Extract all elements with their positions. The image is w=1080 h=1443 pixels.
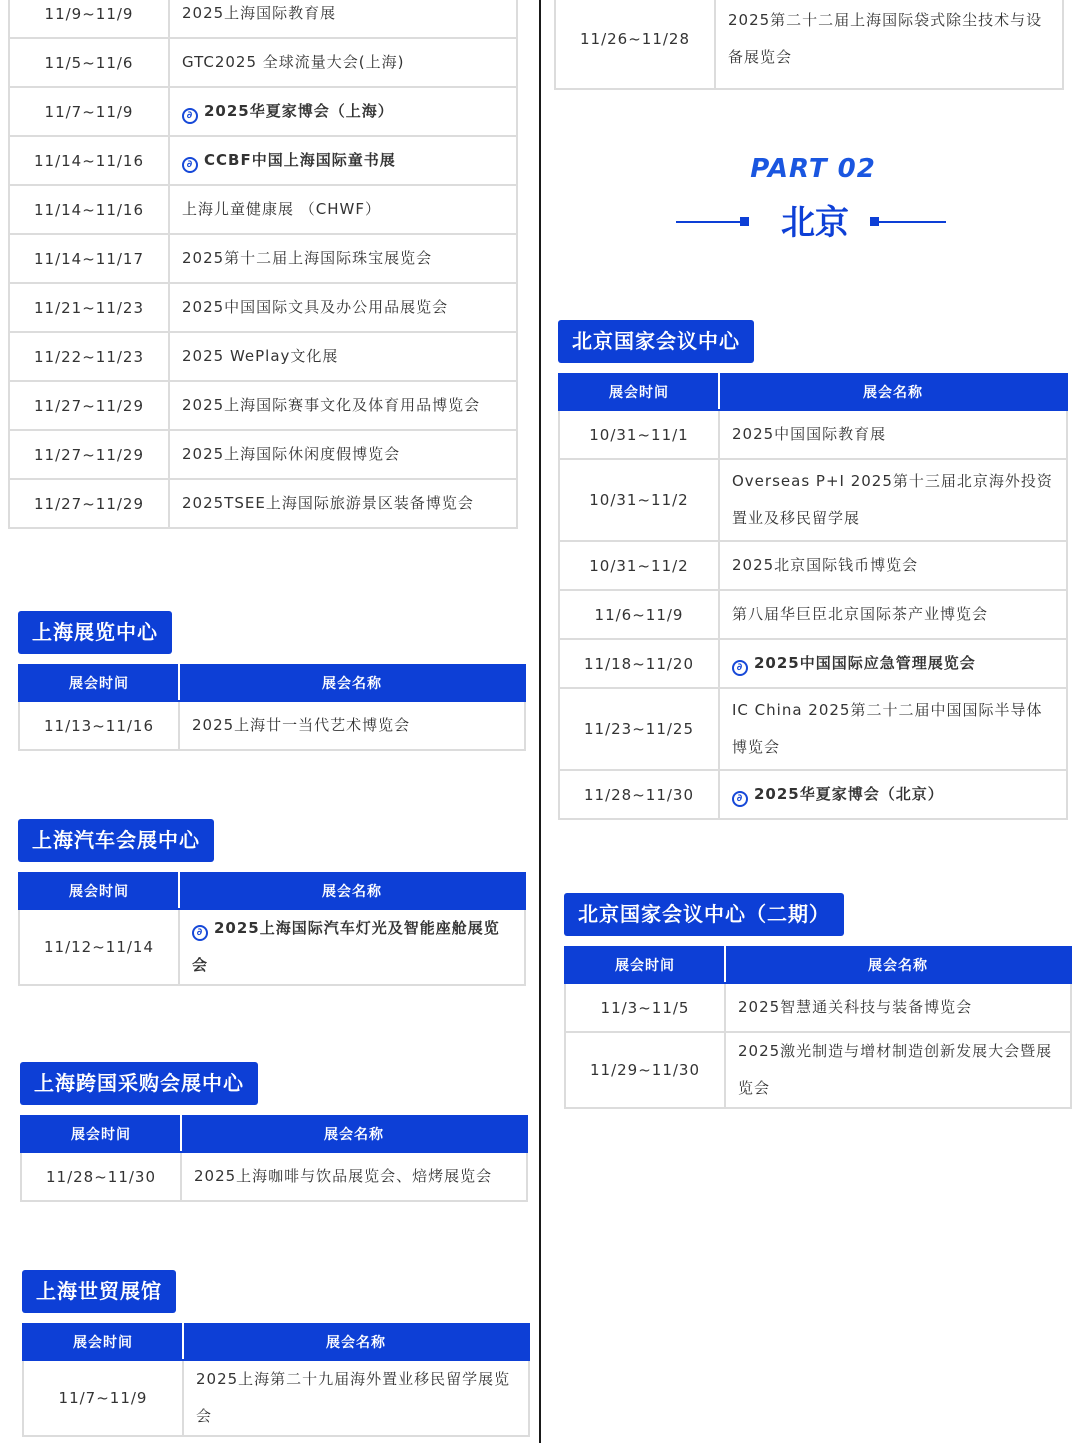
exhibition-name-text: 2025上海咖啡与饮品展览会、焙烤展览会 <box>194 1167 493 1185</box>
exhibition-name-text: 2025激光制造与增材制造创新发展大会暨展览会 <box>738 1042 1053 1097</box>
header-name: 展会名称 <box>179 665 525 701</box>
exhibition-name-text: 2025 WePlay文化展 <box>182 347 339 365</box>
exhibition-name <box>169 381 517 430</box>
venue-title-badge: 上海跨国采购会展中心 <box>20 1062 258 1105</box>
exhibition-name-text: 2025中国国际文具及办公用品展览会 <box>182 298 449 316</box>
exhibition-name-text: CCBF中国上海国际童书展 <box>204 151 396 169</box>
exhibition-date: 11/18~11/20 <box>559 639 719 688</box>
exhibition-date: 11/27~11/29 <box>9 381 169 430</box>
table-row <box>559 770 1067 819</box>
exhibition-name <box>169 38 517 87</box>
exhibition-name-text: 2025华夏家博会（北京） <box>754 785 944 803</box>
exhibition-name[interactable] <box>719 770 1067 819</box>
header-name: 展会名称 <box>183 1324 529 1360</box>
exhibition-name <box>719 688 1067 770</box>
exhibition-date: 11/26~11/28 <box>555 0 715 89</box>
table-row <box>21 1152 527 1201</box>
exhibition-date: 11/14~11/16 <box>9 185 169 234</box>
exhibition-name[interactable] <box>169 87 517 136</box>
city-left-line <box>676 221 744 223</box>
exhibition-name-text: Overseas P+I 2025第十三届北京海外投资置业及移民留学展 <box>732 472 1053 527</box>
exhibition-name[interactable] <box>719 639 1067 688</box>
exhibition-date: 11/3~11/5 <box>565 983 725 1032</box>
table-row <box>9 283 517 332</box>
table-row <box>9 87 517 136</box>
exhibition-date: 11/21~11/23 <box>9 283 169 332</box>
header-name: 展会名称 <box>725 947 1071 983</box>
mini-program-icon: ∂ <box>732 660 748 676</box>
exhibition-date: 11/14~11/17 <box>9 234 169 283</box>
table-header-row <box>565 947 1071 983</box>
exhibition-date: 11/6~11/9 <box>559 590 719 639</box>
exhibition-name-text: 2025中国国际教育展 <box>732 425 887 443</box>
city-heading <box>674 200 954 246</box>
table-row <box>559 639 1067 688</box>
exhibition-name <box>169 479 517 528</box>
exhibition-name <box>725 1032 1071 1108</box>
right-top-table-section <box>554 0 1064 90</box>
exhibition-name-text: 上海儿童健康展 （CHWF） <box>182 200 381 218</box>
exhibition-name-text: 2025北京国际钱币博览会 <box>732 556 919 574</box>
mini-program-icon: ∂ <box>192 925 208 941</box>
exhibition-name-text: IC China 2025第二十二届中国国际半导体博览会 <box>732 701 1043 756</box>
exhibition-name <box>169 0 517 38</box>
venue-title-badge: 北京国家会议中心（二期） <box>564 893 844 936</box>
header-time: 展会时间 <box>19 665 179 701</box>
shanghai-top-table-section <box>8 0 518 529</box>
exhibition-name <box>179 701 525 750</box>
exhibition-date: 11/12~11/14 <box>19 909 179 985</box>
table-row <box>9 332 517 381</box>
part-label: PART 02 <box>750 154 876 184</box>
exhibition-name-text: 2025上海廿一当代艺术博览会 <box>192 716 411 734</box>
exhibition-name <box>183 1360 529 1436</box>
city-right-line <box>878 221 946 223</box>
exhibition-name[interactable] <box>169 136 517 185</box>
exhibition-name-text: 2025上海国际汽车灯光及智能座舱展览会 <box>192 919 500 974</box>
header-name: 展会名称 <box>719 374 1067 410</box>
table-row <box>9 479 517 528</box>
shanghai-top-table <box>8 0 518 529</box>
table-row <box>565 1032 1071 1108</box>
table-row <box>9 234 517 283</box>
mini-program-icon: ∂ <box>182 157 198 173</box>
exhibition-date: 11/9~11/9 <box>9 0 169 38</box>
exhibition-name <box>719 590 1067 639</box>
exhibition-date: 11/14~11/16 <box>9 136 169 185</box>
venue-table <box>564 946 1072 1109</box>
venue-title-badge: 上海展览中心 <box>18 611 172 654</box>
exhibition-name-text: 2025中国国际应急管理展览会 <box>754 654 976 672</box>
table-header-row <box>559 374 1067 410</box>
table-header-row <box>19 873 525 909</box>
venue-table <box>20 1115 528 1202</box>
exhibition-name-text: 2025华夏家博会（上海） <box>204 102 394 120</box>
table-row <box>9 136 517 185</box>
table-row <box>23 1360 529 1436</box>
city-left-dot <box>740 217 749 226</box>
header-name: 展会名称 <box>179 873 525 909</box>
table-row <box>9 381 517 430</box>
venue-section <box>18 611 526 751</box>
table-row <box>9 0 517 38</box>
table-row <box>565 983 1071 1032</box>
exhibition-name-text: GTC2025 全球流量大会(上海) <box>182 53 405 71</box>
city-title: 北京 <box>781 203 849 243</box>
exhibition-date: 10/31~11/2 <box>559 541 719 590</box>
table-row <box>19 909 525 985</box>
exhibition-name <box>169 332 517 381</box>
right-top-table <box>554 0 1064 90</box>
exhibition-name <box>719 459 1067 541</box>
exhibition-date: 11/27~11/29 <box>9 430 169 479</box>
header-time: 展会时间 <box>19 873 179 909</box>
exhibition-name-text: 第八届华巨臣北京国际茶产业博览会 <box>732 605 989 623</box>
exhibition-date: 11/28~11/30 <box>21 1152 181 1201</box>
venue-title-badge: 上海汽车会展中心 <box>18 819 214 862</box>
exhibition-date: 10/31~11/1 <box>559 410 719 459</box>
exhibition-date: 11/13~11/16 <box>19 701 179 750</box>
exhibition-name <box>181 1152 527 1201</box>
table-row <box>9 185 517 234</box>
header-time: 展会时间 <box>23 1324 183 1360</box>
venue-section <box>558 320 1068 820</box>
venue-table <box>18 664 526 751</box>
exhibition-date: 11/29~11/30 <box>565 1032 725 1108</box>
exhibition-name <box>169 234 517 283</box>
exhibition-date: 11/22~11/23 <box>9 332 169 381</box>
venue-table <box>18 872 526 986</box>
table-row <box>559 459 1067 541</box>
column-divider <box>539 0 541 1443</box>
exhibition-name-text: 2025上海第二十九届海外置业移民留学展览会 <box>196 1370 511 1425</box>
exhibition-name <box>715 0 1063 89</box>
exhibition-name-text: 2025上海国际休闲度假博览会 <box>182 445 401 463</box>
venue-section <box>18 819 526 986</box>
mini-program-icon: ∂ <box>182 108 198 124</box>
header-time: 展会时间 <box>565 947 725 983</box>
exhibition-name <box>169 185 517 234</box>
exhibition-name <box>725 983 1071 1032</box>
venue-section <box>22 1270 530 1437</box>
exhibition-name <box>719 541 1067 590</box>
venue-table <box>22 1323 530 1437</box>
exhibition-name-text: 2025智慧通关科技与装备博览会 <box>738 998 973 1016</box>
table-header-row <box>21 1116 527 1152</box>
exhibition-date: 11/7~11/9 <box>9 87 169 136</box>
exhibition-name-text: 2025第二十二届上海国际袋式除尘技术与设备展览会 <box>728 11 1043 66</box>
exhibition-name-text: 2025上海国际教育展 <box>182 4 337 22</box>
table-row <box>559 688 1067 770</box>
exhibition-date: 11/7~11/9 <box>23 1360 183 1436</box>
table-row <box>555 0 1063 89</box>
exhibition-name-text: 2025上海国际赛事文化及体育用品博览会 <box>182 396 481 414</box>
table-row <box>9 38 517 87</box>
table-row <box>559 541 1067 590</box>
venue-title-badge: 北京国家会议中心 <box>558 320 754 363</box>
exhibition-date: 10/31~11/2 <box>559 459 719 541</box>
table-row <box>559 590 1067 639</box>
table-row <box>9 430 517 479</box>
exhibition-name-text: 2025第十二届上海国际珠宝展览会 <box>182 249 433 267</box>
table-header-row <box>19 665 525 701</box>
mini-program-icon: ∂ <box>732 791 748 807</box>
exhibition-name-text: 2025TSEE上海国际旅游景区装备博览会 <box>182 494 474 512</box>
header-time: 展会时间 <box>559 374 719 410</box>
exhibition-name[interactable] <box>179 909 525 985</box>
exhibition-name <box>719 410 1067 459</box>
exhibition-date: 11/28~11/30 <box>559 770 719 819</box>
venue-table <box>558 373 1068 820</box>
exhibition-date: 11/5~11/6 <box>9 38 169 87</box>
venue-title-badge: 上海世贸展馆 <box>22 1270 176 1313</box>
header-time: 展会时间 <box>21 1116 181 1152</box>
exhibition-date: 11/23~11/25 <box>559 688 719 770</box>
table-header-row <box>23 1324 529 1360</box>
exhibition-name <box>169 283 517 332</box>
exhibition-name <box>169 430 517 479</box>
table-row <box>19 701 525 750</box>
header-name: 展会名称 <box>181 1116 527 1152</box>
venue-section <box>20 1062 528 1202</box>
exhibition-date: 11/27~11/29 <box>9 479 169 528</box>
venue-section <box>564 893 1072 1109</box>
table-row <box>559 410 1067 459</box>
